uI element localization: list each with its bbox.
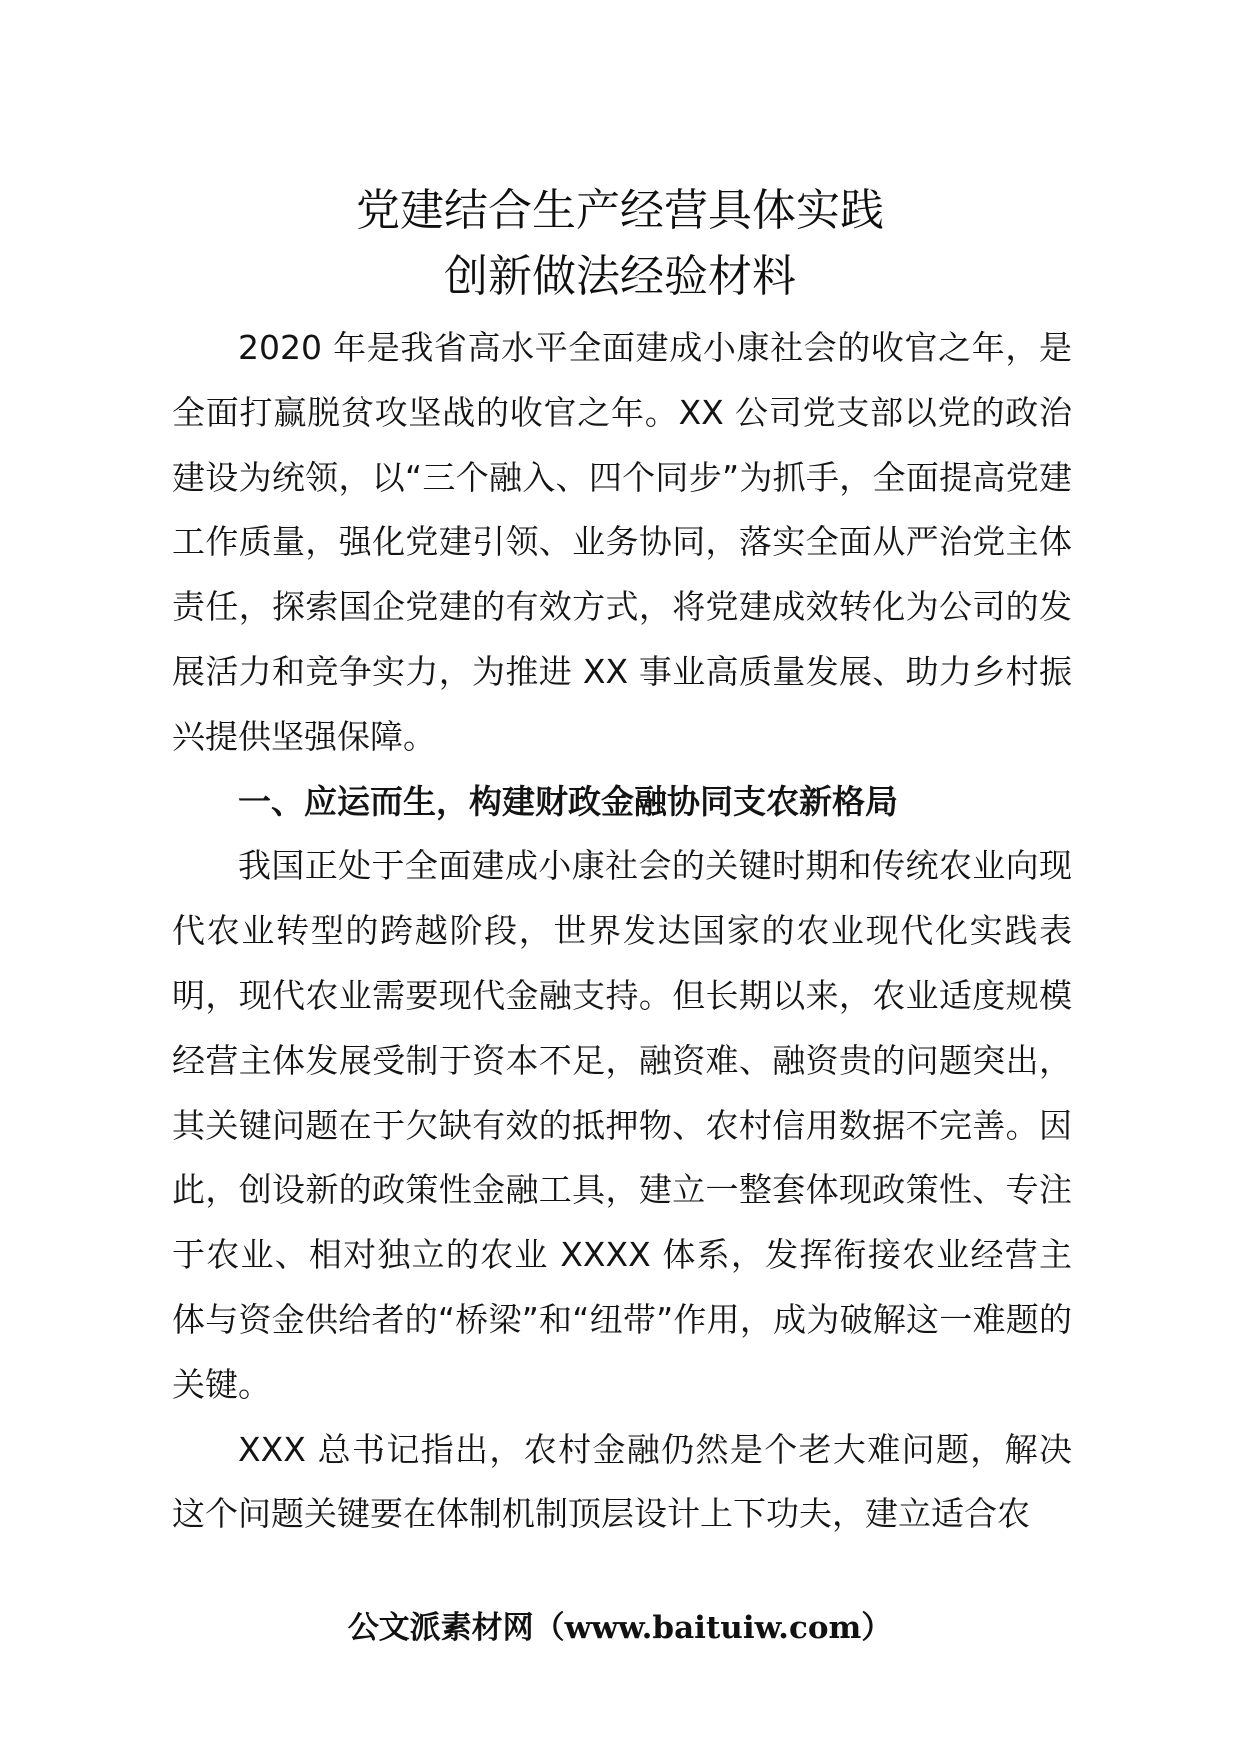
body-paragraph-quote: XXX 总书记指出，农村金融仍然是个老大难问题，解决这个问题关键要在体制机制顶层设计上下功夫，建立适合农 (172, 1429, 1072, 1534)
body-paragraph-intro: 2020 年是我省高水平全面建成小康社会的收官之年，是全面打赢脱贫攻坚战的收官之年。XX 公司党支部以党的政治建设为统领，以“三个融入、四个同步”为抓手，全面提高党建工作质量，强化党建引领、业务协同，落实全面从严治党主体责任，探索国企党建的有效方式，将党建成效转化为公司的发展活力和竞争实力，为推进 XX 事业高质量发展、助力乡村振兴提供坚强保障。 (172, 328, 1072, 756)
document-title-line-2: 创新做法经验材料 (444, 251, 796, 302)
section-heading-1: 一、应运而生，构建财政金融协同支农新格局 (238, 781, 898, 821)
document-body (172, 316, 1072, 1547)
footer-watermark: 公文派素材网（www.baituiw.com） (347, 1610, 893, 1646)
body-paragraph-background: 我国正处于全面建成小康社会的关键时期和传统农业向现代农业转型的跨越阶段，世界发达国家的农业现代化实践表明，现代农业需要现代金融支持。但长期以来，农业适度规模经营主体发展受制于资本不足，融资难、融资贵的问题突出，其关键问题在于欠缺有效的抵押物、农村信用数据不完善。因此，创设新的政策性金融工具，建立一整套体现政策性、专注于农业、相对独立的农业 XXXX 体系，发挥衔接农业经营主体与资金供给者的“桥梁”和“纽带”作用，成为破解这一难题的关键。 (172, 846, 1072, 1404)
document-title-line-1: 党建结合生产经营具体实践 (356, 185, 884, 236)
